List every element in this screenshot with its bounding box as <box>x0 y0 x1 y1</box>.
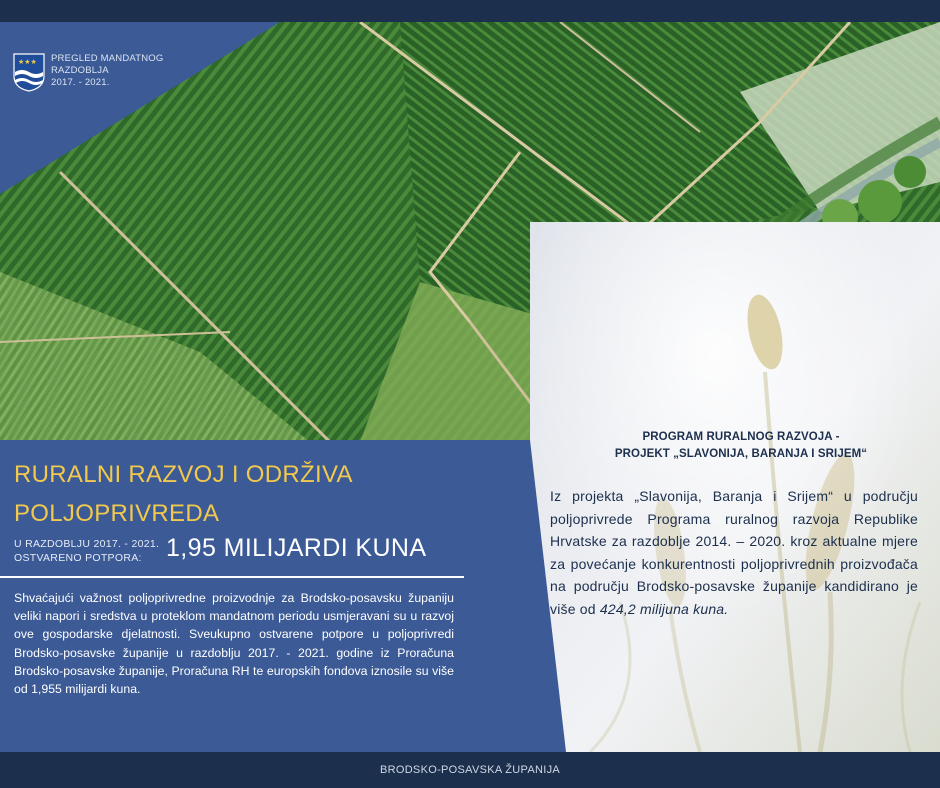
top-bar <box>0 0 940 22</box>
program-title-line-1: PROGRAM RURALNOG RAZVOJA - <box>642 431 840 443</box>
period-label-line-1: U RAZDOBLJU 2017. - 2021. <box>14 538 160 550</box>
program-amount-highlight: 424,2 milijuna kuna. <box>599 600 729 617</box>
report-title <box>51 53 164 89</box>
section-description: Shvaćajući važnost poljoprivredne proizvodnje za Brodsko-posavsku županiju veliki napori i sredstva u proteklom mandatnom periodu usmjeravani su u razvoj ove gospodarske djelatnosti. Sveukupno ostvarene potpore u poljoprivredi Brodsko-posavske županije u razdoblju 2017. - 2021. godine iz Proračuna Brodsko-posavske županije, Proračuna RH te europskih fondova iznosile su više od 1,955 milijardi kuna. <box>14 591 454 697</box>
footer-organization: BRODSKO-POSAVSKA ŽUPANIJA <box>379 764 561 776</box>
period-label-line-2: OSTVARENO POTPORA: <box>14 552 142 564</box>
program-description <box>550 485 918 620</box>
report-title-line-1: PREGLED MANDATNOG <box>51 53 164 64</box>
program-title-line-2: PROJEKT „SLAVONIJA, BARANJA I SRIJEM“ <box>614 448 868 460</box>
support-amount: 1,95 MILIJARDI KUNA <box>166 534 427 562</box>
section-title-line-1: RURALNI RAZVOJ I ODRŽIVA <box>14 461 353 488</box>
period-label <box>14 537 159 565</box>
svg-text:★★★: ★★★ <box>18 58 37 66</box>
section-title <box>14 455 353 533</box>
footer-bar <box>0 752 940 788</box>
corner-triangle <box>0 22 280 194</box>
divider-line <box>0 576 464 578</box>
county-coat-of-arms-icon <box>12 52 46 92</box>
report-period: 2017. - 2021. <box>51 77 110 88</box>
section-title-line-2: POLJOPRIVREDA <box>14 500 220 527</box>
report-title-line-2: RAZDOBLJA <box>51 65 109 76</box>
program-title <box>586 429 896 463</box>
program-description-text: Iz projekta „Slavonija, Baranja i Srijem“ u području poljoprivrede Programa ruralnog razvoja Republike Hrvatske za razdoblje 2014. – 2020. kroz aktualne mjere za povećanje konkurentnosti poljoprivrednih proizvođača na području Brodsko-posavske županije kandidirano je više od <box>550 488 918 617</box>
